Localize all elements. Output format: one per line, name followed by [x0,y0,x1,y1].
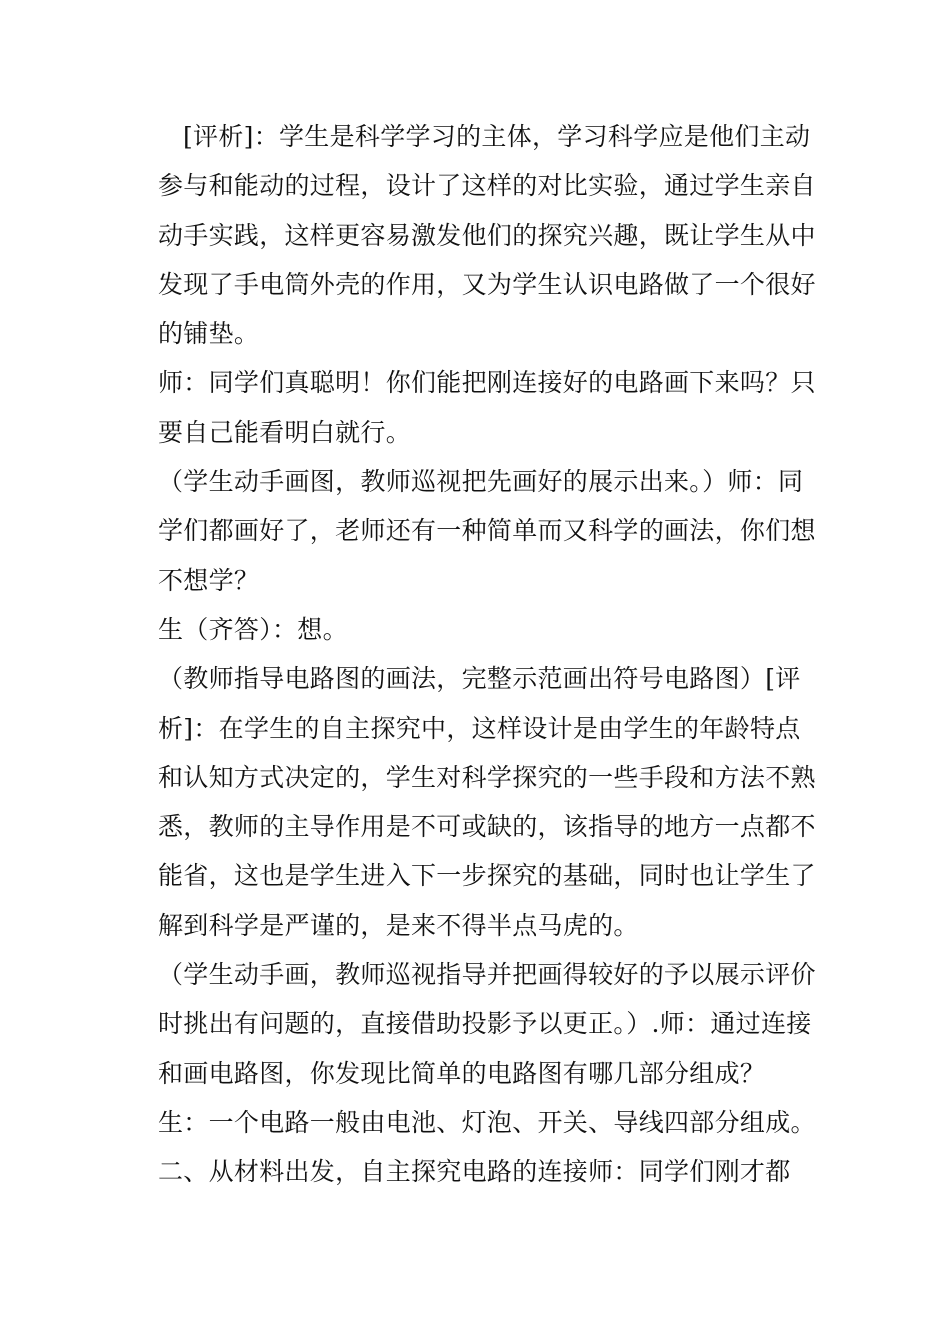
paragraph-teacher-2: （学生动手画，教师巡视指导并把画得较好的予以展示评价时挑出有问题的，直接借助投影予以更正。）.师：通过连接和画电路图，你发现比简单的电路图有哪几部分组成？ [158,960,816,1088]
paragraph-student-circuit: 生：一个电路一般由电池、灯泡、开关、导线四部分组成。 [158,1107,816,1137]
paragraph-student-answer: 生（齐答）：想。 [158,614,348,644]
paragraph-analysis-2: （教师指导电路图的画法，完整示范画出符号电路图）[评析]：在学生的自主探究中，这样设计是由学生的年龄特点和认知方式决定的，学生对科学探究的一些手段和方法不熟悉，教师的主导作用是不可或缺的，该指导的地方一点都不能省，这也是学生进入下一步探究的基础，同时也让学生了解到科学是严谨的，是来不得半点马虎的。 [158,664,816,940]
paragraph-section-2: 二、从材料出发，自主探究电路的连接师：同学们刚才都 [158,1157,791,1187]
document-body [158,112,818,1197]
paragraph-analysis-1: [评析]：学生是科学学习的主体，学习科学应是他们主动参与和能动的过程，设计了这样的对比实验，通过学生亲自动手实践，这样更容易激发他们的探究兴趣，既让学生从中发现了手电筒外壳的作用，又为学生认识电路做了一个很好的铺垫。 [158,122,816,349]
paragraph-student-drawing: （学生动手画图，教师巡视把先画好的展示出来。）师：同学们都画好了，老师还有一种简单而又科学的画法，你们想不想学？ [158,467,816,595]
paragraph-teacher-1: 师：同学们真聪明！你们能把刚连接好的电路画下来吗？只要自己能看明白就行。 [158,368,816,447]
